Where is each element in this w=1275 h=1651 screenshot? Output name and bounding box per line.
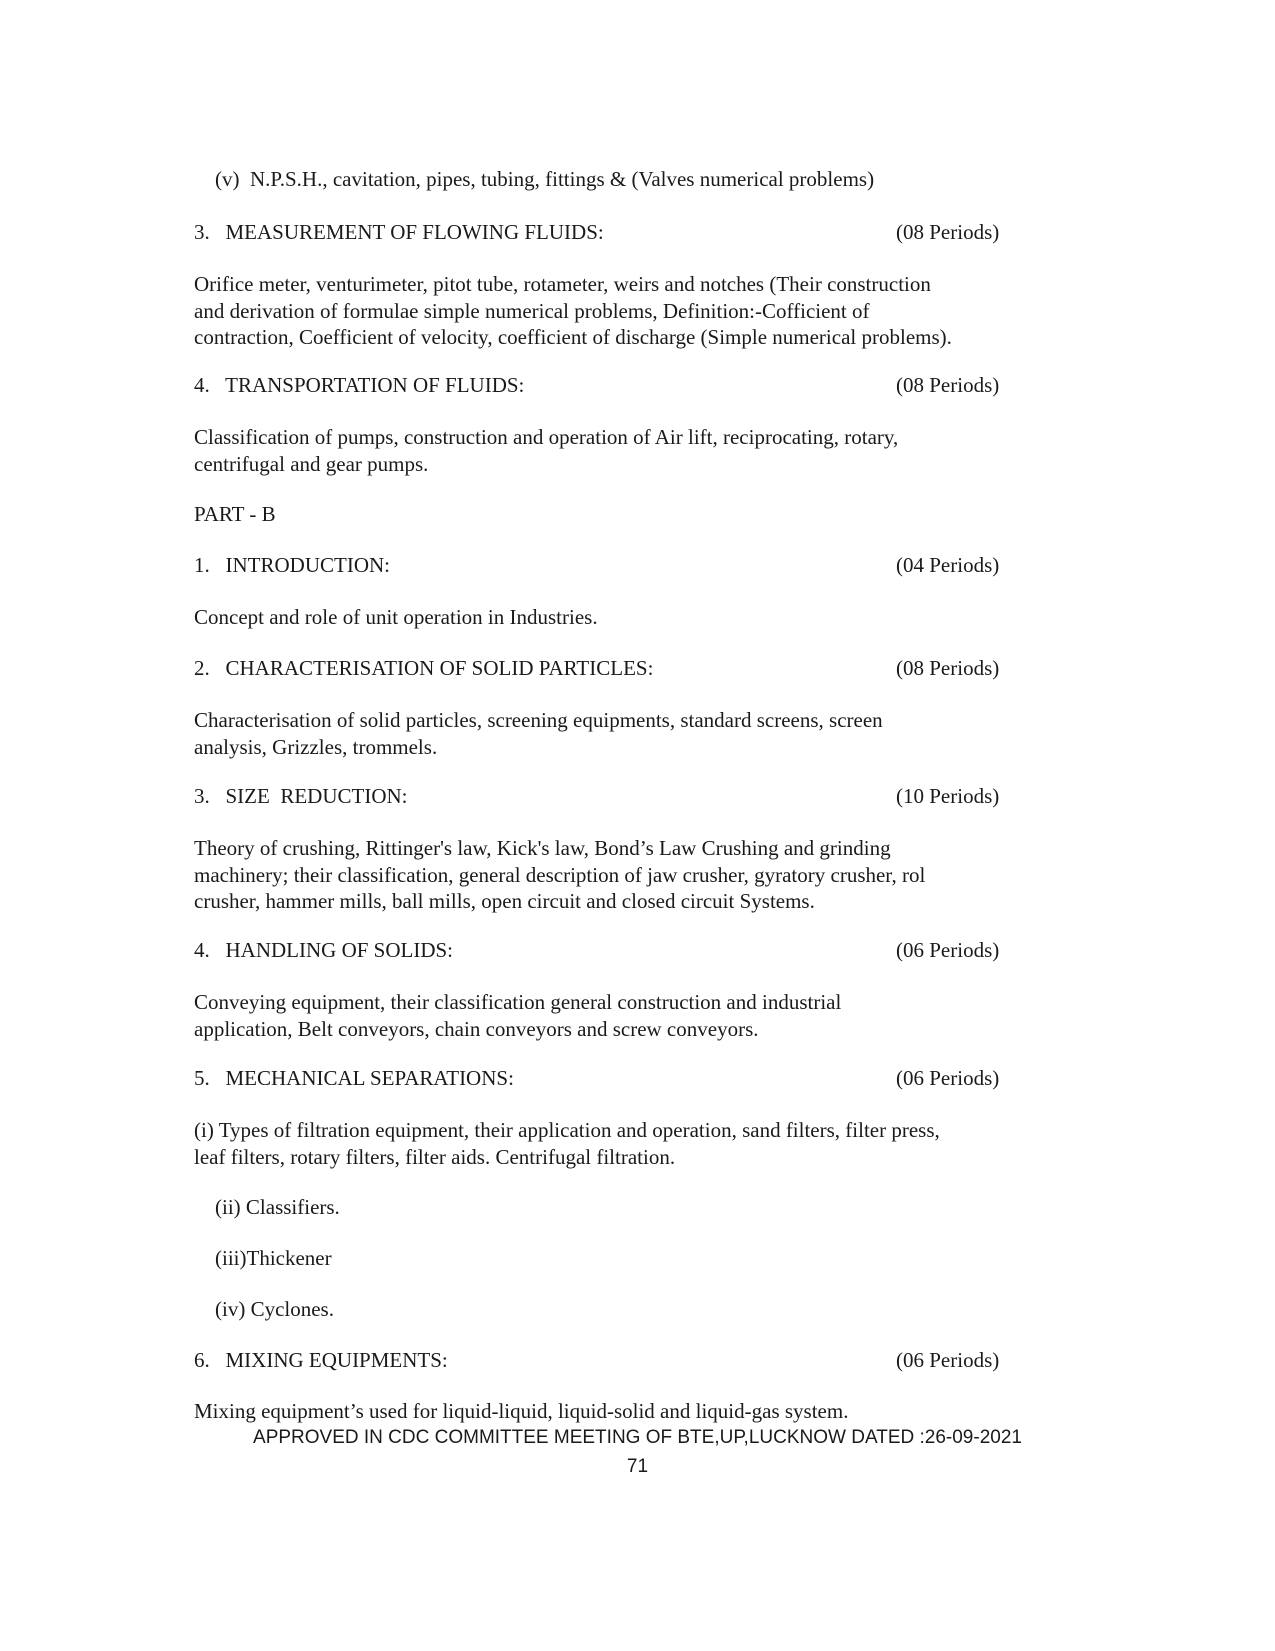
handling-periods: (06 Periods) <box>896 938 1000 962</box>
size-reduction-heading: 3. SIZE REDUCTION: <box>194 784 408 808</box>
mechanical-item-iv: (iv) Cyclones. <box>194 1297 334 1321</box>
intro-periods: (04 Periods) <box>896 553 1000 577</box>
characterisation-heading: 2. CHARACTERISATION OF SOLID PARTICLES: <box>194 656 654 680</box>
mixing-periods: (06 Periods) <box>896 1348 1000 1372</box>
intro-heading: 1. INTRODUCTION: <box>194 553 390 577</box>
measurement-body: Orifice meter, venturimeter, pitot tube, rotameter, weirs and notches (Their construction and derivation of formulae simple numerical problems, Definition:-Cofficient of contraction, Coefficient of velocity, coefficient of discharge (Simple numerical problems). <box>194 272 952 349</box>
transport-heading: 4. TRANSPORTATION OF FLUIDS: <box>194 373 525 397</box>
mechanical-periods: (06 Periods) <box>896 1066 1000 1090</box>
mixing-heading: 6. MIXING EQUIPMENTS: <box>194 1348 448 1372</box>
size-reduction-periods: (10 Periods) <box>896 784 1000 808</box>
measurement-heading: 3. MEASUREMENT OF FLOWING FLUIDS: <box>194 220 604 244</box>
transport-body: Classification of pumps, construction and operation of Air lift, reciprocating, rotary, centrifugal and gear pumps. <box>194 425 899 476</box>
characterisation-body: Characterisation of solid particles, screening equipments, standard screens, screen analysis, Grizzles, trommels. <box>194 708 883 759</box>
size-reduction-body: Theory of crushing, Rittinger's law, Kick's law, Bond’s Law Crushing and grinding machinery; their classification, general description of jaw crusher, gyratory crusher, rol crusher, hammer mills, ball mills, open circuit and closed circuit Systems. <box>194 836 926 913</box>
approval-footer: APPROVED IN CDC COMMITTEE MEETING OF BTE,UP,LUCKNOW DATED :26-09-2021 <box>253 1427 1022 1448</box>
mechanical-heading: 5. MECHANICAL SEPARATIONS: <box>194 1066 514 1090</box>
page-number: 71 <box>626 1456 649 1477</box>
mechanical-body-i: (i) Types of filtration equipment, their application and operation, sand filters, filter press, leaf filters, rotary filters, filter aids. Centrifugal filtration. <box>194 1118 940 1169</box>
mixing-body: Mixing equipment’s used for liquid-liquid, liquid-solid and liquid-gas system. <box>194 1399 849 1423</box>
intro-body: Concept and role of unit operation in Industries. <box>194 605 598 629</box>
part-b-heading: PART - B <box>194 502 276 526</box>
handling-body: Conveying equipment, their classification general construction and industrial application, Belt conveyors, chain conveyors and screw conveyors. <box>194 990 842 1041</box>
npsh-item: (v) N.P.S.H., cavitation, pipes, tubing, fittings & (Valves numerical problems) <box>194 167 875 191</box>
transport-periods: (08 Periods) <box>896 373 1000 397</box>
characterisation-periods: (08 Periods) <box>896 656 1000 680</box>
measurement-periods: (08 Periods) <box>896 220 1000 244</box>
mechanical-item-ii: (ii) Classifiers. <box>194 1195 340 1219</box>
handling-heading: 4. HANDLING OF SOLIDS: <box>194 938 454 962</box>
mechanical-item-iii: (iii)Thickener <box>194 1246 332 1270</box>
